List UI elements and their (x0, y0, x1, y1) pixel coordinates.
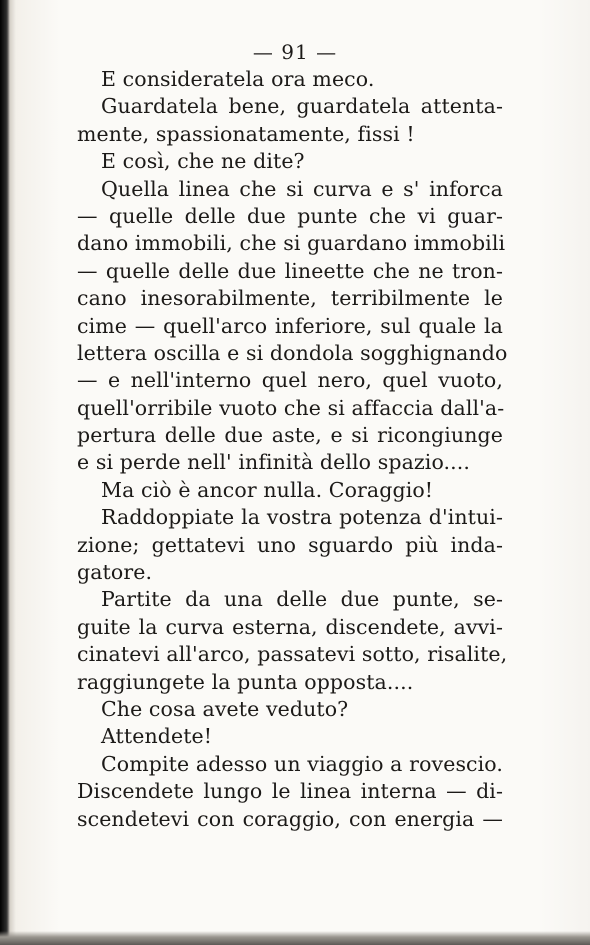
text-line: raggiungete la punta opposta.... (77, 669, 414, 694)
text-line: e si perde nell' infinità dello spazio.... (77, 450, 470, 475)
text-line: Quella linea che si curva e s' inforca (101, 176, 503, 201)
text-line: guite la curva esterna, discendete, avvi- (77, 614, 503, 639)
text-line: gatore. (77, 560, 153, 585)
text-line: scendetevi con coraggio, con energia — (77, 806, 503, 831)
page-bottom-edge (0, 931, 590, 945)
text-line: Discendete lungo le linea interna — di- (77, 779, 503, 804)
text-line: Guardatela bene, guardatela attenta- (101, 94, 503, 119)
page-number: — 91 — (252, 40, 338, 64)
text-line: Raddoppiate la vostra potenza d'intui- (101, 505, 503, 530)
text-line: cano inesorabilmente, terribilmente le (77, 286, 503, 311)
text-line: E così, che ne dite? (101, 149, 305, 174)
text-line: pertura delle due aste, e si ricongiunge (77, 423, 503, 448)
text-line: Che cosa avete veduto? (101, 696, 349, 721)
text-line: Compite adesso un viaggio a rovescio. (101, 751, 503, 776)
text-line: — quelle delle due punte che vi guar- (77, 203, 503, 228)
text-line: Ma ciò è ancor nulla. Coraggio! (101, 477, 434, 502)
text-line: — quelle delle due lineette che ne tron- (77, 258, 503, 283)
text-line: Partite da una delle due punte, se- (101, 587, 503, 612)
text-line: — e nell'interno quel nero, quel vuoto, (77, 368, 503, 393)
book-spine-shadow (0, 0, 10, 945)
text-line: lettera oscilla e si dondola sogghignando (77, 340, 508, 365)
text-line: E consideratela ora meco. (101, 67, 375, 91)
text-line: mente, spassionatamente, fissi ! (77, 121, 415, 146)
text-line: cinatevi all'arco, passatevi sotto, risalite, (77, 642, 508, 667)
text-line: cime — quell'arco inferiore, sul quale la (77, 313, 503, 338)
text-line: Attendete! (101, 724, 213, 749)
body-text (77, 66, 508, 833)
text-line: quell'orribile vuoto che si affaccia dall'a- (77, 395, 505, 420)
text-line: zione; gettatevi uno sguardo più inda- (77, 532, 503, 557)
text-line: dano immobili, che si guardano immobili (77, 231, 506, 256)
